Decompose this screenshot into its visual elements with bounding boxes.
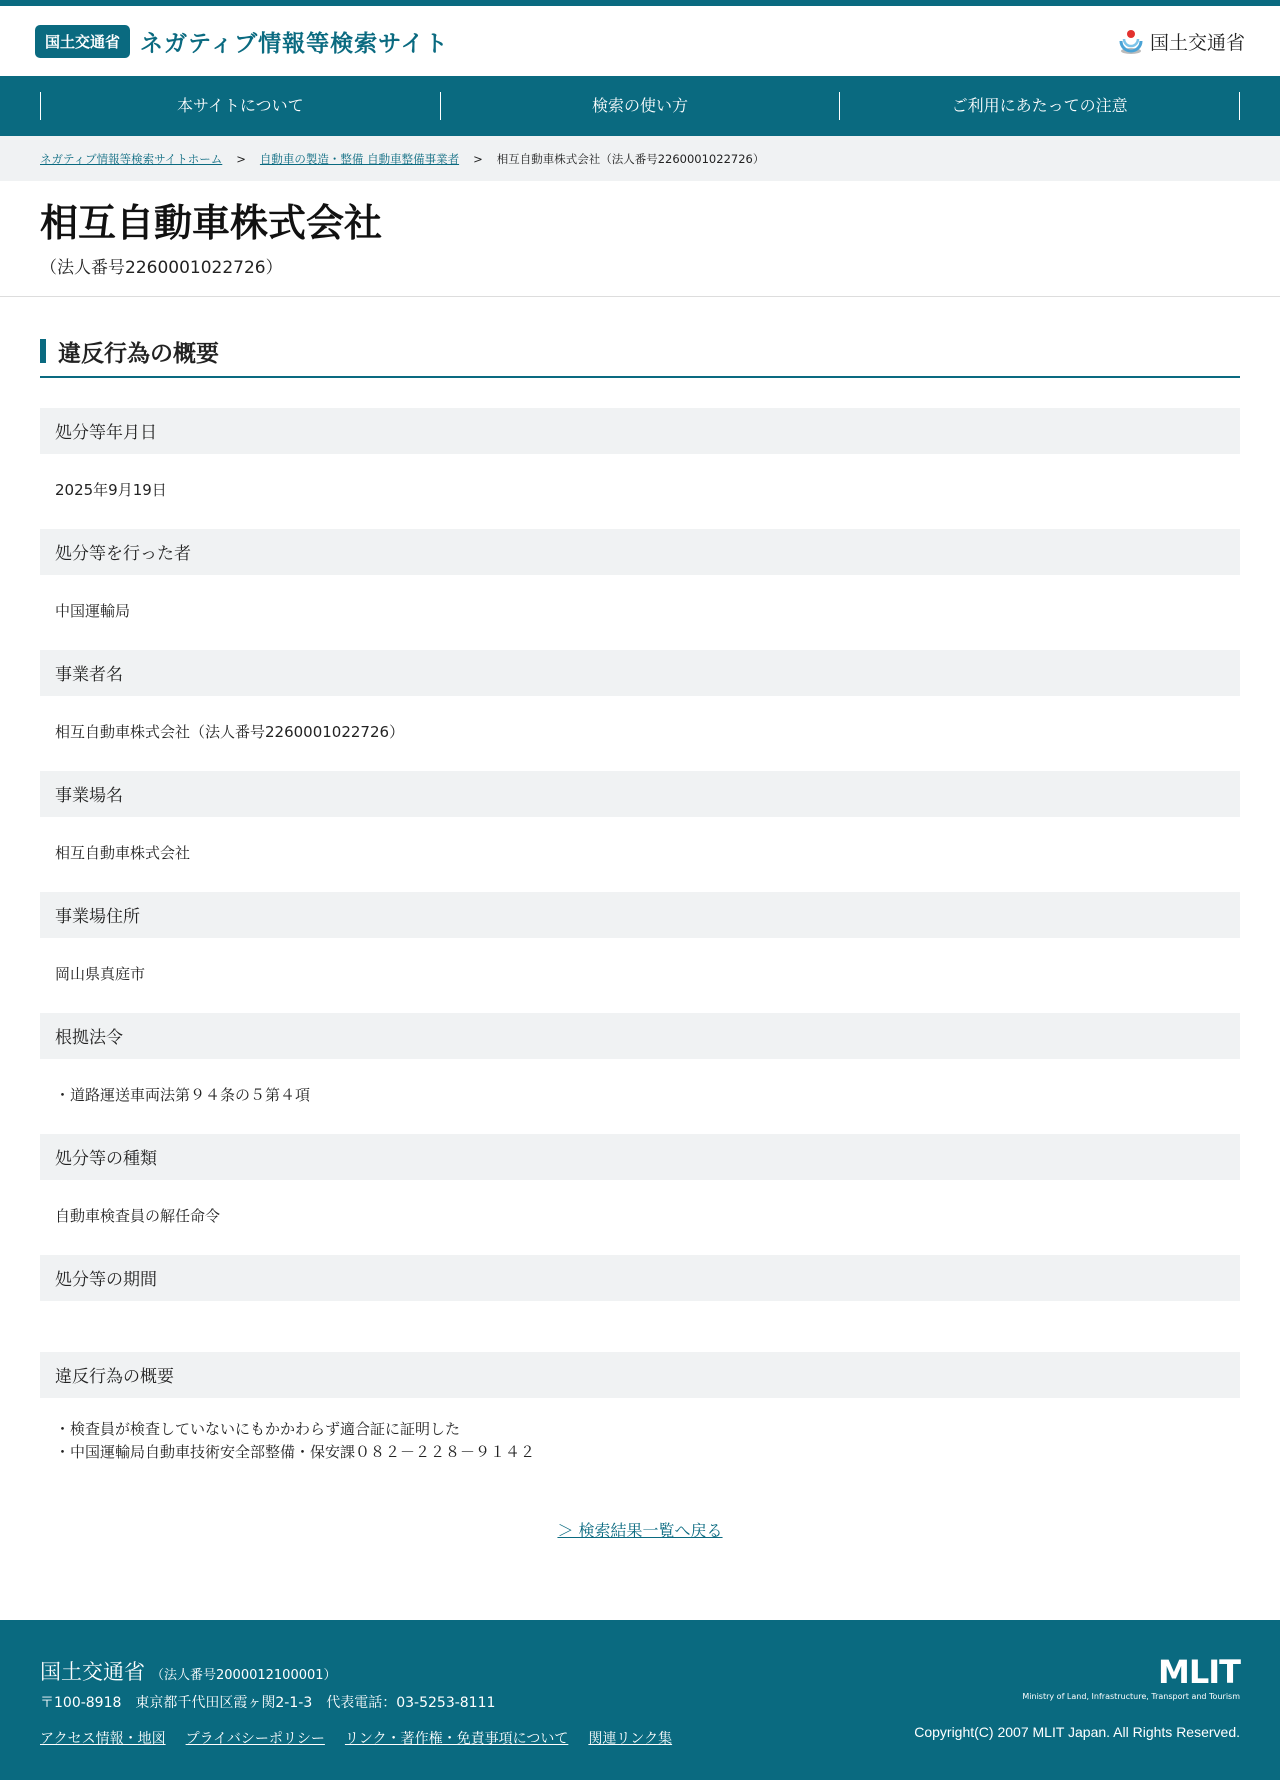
field-value-text: 2025年9月19日 xyxy=(55,481,167,500)
field-value-site-address xyxy=(40,938,1240,1013)
field-value-issuer xyxy=(40,575,1240,650)
field-value-business-name xyxy=(40,696,1240,771)
footer-link-copyright-disclaimer[interactable]: リンク・著作権・免責事項について xyxy=(344,1731,569,1747)
site-brand-link[interactable] xyxy=(35,25,449,58)
footer-info xyxy=(40,1656,495,1712)
field-value-type xyxy=(40,1180,1240,1255)
title-block xyxy=(0,181,1280,297)
ministry-logo[interactable] xyxy=(1116,26,1245,56)
field-value-text: 自動車検査員の解任命令 xyxy=(55,1207,221,1226)
breadcrumb-separator: > xyxy=(473,151,483,166)
field-label-type: 処分等の種類 xyxy=(40,1134,1240,1180)
mlit-logo-word: MLIT xyxy=(1158,1653,1240,1691)
breadcrumb-category-link[interactable]: 自動車の製造・整備 自動車整備事業者 xyxy=(259,151,460,166)
page-title: 相互自動車株式会社 xyxy=(40,201,383,245)
footer-ministry-label: 国土交通省 xyxy=(40,1660,145,1684)
field-value-text: ・道路運送車両法第９４条の５第４項 xyxy=(55,1086,311,1105)
breadcrumb-current: 相互自動車株式会社（法人番号2260001022726） xyxy=(496,151,765,166)
field-label-business-name: 事業者名 xyxy=(40,650,1240,696)
ministry-badge: 国土交通省 xyxy=(35,25,130,58)
field-label-site-address: 事業場住所 xyxy=(40,892,1240,938)
field-value-date xyxy=(40,454,1240,529)
footer-copyright: Copyright(C) 2007 MLIT Japan. All Rights Reserved. xyxy=(914,1724,1240,1740)
footer-ministry-name xyxy=(40,1656,495,1686)
back-to-results-link[interactable]: ＞ 検索結果一覧へ戻る xyxy=(557,1520,723,1540)
nav-how-to-search[interactable]: 検索の使い方 xyxy=(440,92,840,120)
back-link-wrap xyxy=(40,1518,1240,1541)
mlit-logo xyxy=(1022,1653,1240,1712)
nav-usage-notes[interactable]: ご利用にあたっての注意 xyxy=(839,92,1240,120)
global-nav xyxy=(0,76,1280,136)
main-content xyxy=(0,297,1280,1541)
summary-line: ・検査員が検査していないにもかかわらず適合証に証明した xyxy=(55,1419,461,1438)
field-label-issuer: 処分等を行った者 xyxy=(40,529,1240,575)
site-footer xyxy=(0,1620,1280,1780)
field-value-text: 岡山県真庭市 xyxy=(55,965,146,984)
mlit-logo-subtitle: Ministry of Land, Infrastructure, Transport and Tourism xyxy=(1022,1692,1240,1701)
section-title: 違反行為の概要 xyxy=(58,340,219,367)
footer-link-related[interactable]: 関連リンク集 xyxy=(588,1731,673,1747)
field-value-text: 相互自動車株式会社（法人番号2260001022726） xyxy=(55,723,405,742)
field-value-text: 相互自動車株式会社 xyxy=(55,844,191,863)
breadcrumb-separator: > xyxy=(236,151,246,166)
site-title: ネガティブ情報等検索サイト xyxy=(140,30,449,57)
ministry-logo-text: 国土交通省 xyxy=(1149,31,1245,54)
nav-about[interactable]: 本サイトについて xyxy=(40,92,440,120)
field-label-site-name: 事業場名 xyxy=(40,771,1240,817)
breadcrumb xyxy=(0,136,1280,181)
field-label-summary: 違反行為の概要 xyxy=(40,1352,1240,1398)
footer-address: 〒100-8918 東京都千代田区霞ヶ関2-1-3 代表電話：03-5253-8111 xyxy=(40,1695,496,1711)
field-value-summary xyxy=(40,1398,1240,1498)
footer-link-privacy[interactable]: プライバシーポリシー xyxy=(185,1731,325,1747)
field-value-site-name xyxy=(40,817,1240,892)
section-heading xyxy=(40,335,1240,378)
field-label-date: 処分等年月日 xyxy=(40,408,1240,454)
field-label-law: 根拠法令 xyxy=(40,1013,1240,1059)
breadcrumb-home-link[interactable]: ネガティブ情報等検索サイトホーム xyxy=(40,151,223,166)
page-subtitle: （法人番号2260001022726） xyxy=(40,257,283,278)
heading-accent-bar xyxy=(40,339,46,363)
footer-top-row xyxy=(40,1653,1240,1712)
field-value-law xyxy=(40,1059,1240,1134)
summary-line: ・中国運輸局自動車技術安全部整備・保安課０８２－２２８－９１４２ xyxy=(55,1442,536,1461)
site-header xyxy=(0,6,1280,76)
field-value-period xyxy=(40,1301,1240,1352)
ministry-emblem-icon xyxy=(1116,26,1146,56)
field-label-period: 処分等の期間 xyxy=(40,1255,1240,1301)
footer-link-access[interactable]: アクセス情報・地図 xyxy=(40,1731,166,1747)
field-value-text: 中国運輸局 xyxy=(55,602,131,621)
footer-corp-number: （法人番号2000012100001） xyxy=(151,1668,337,1683)
